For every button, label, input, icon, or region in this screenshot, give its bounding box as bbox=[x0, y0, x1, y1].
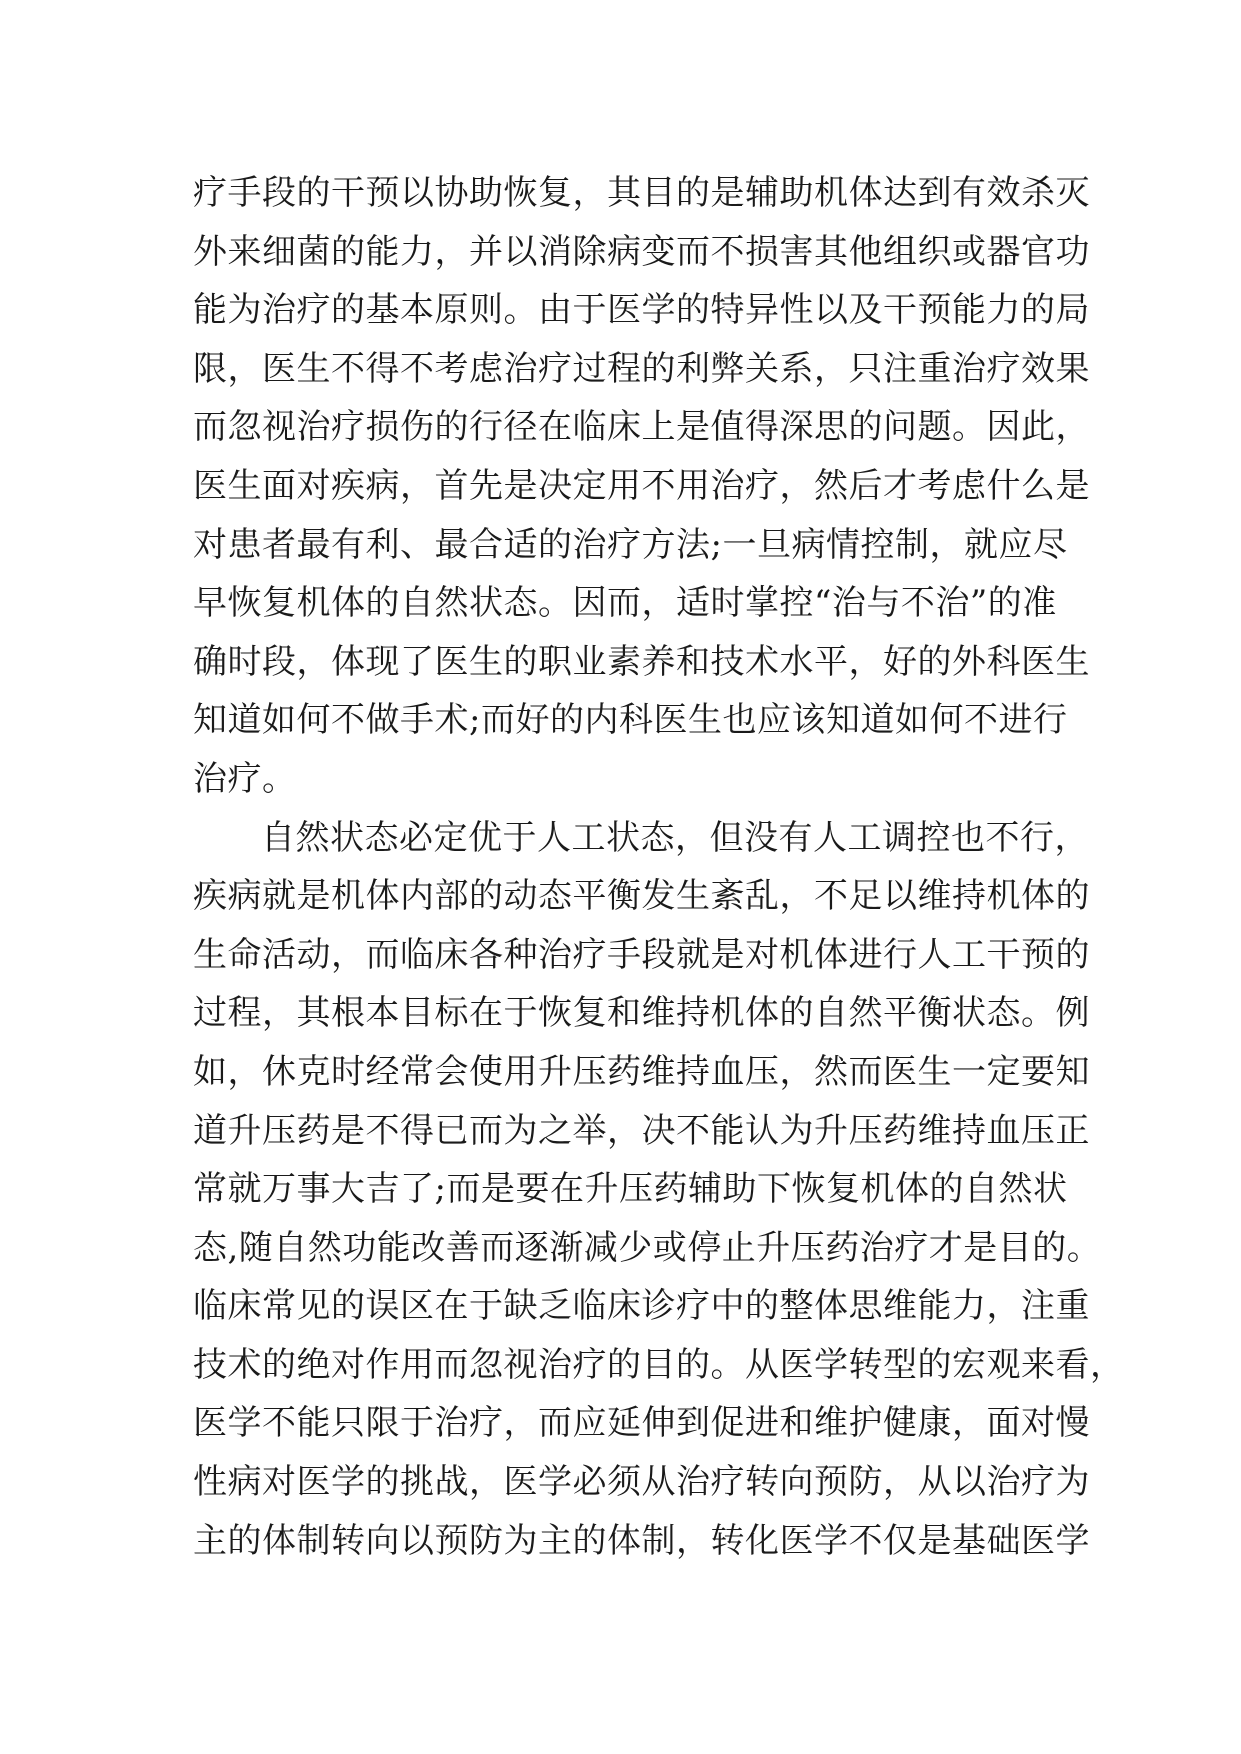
text-line: 早恢复机体的自然状态。因而，适时掌控“治与不治”的准 bbox=[193, 583, 1057, 624]
text-line: 态,随自然功能改善而逐渐减少或停止升压药治疗才是目的。 bbox=[193, 1227, 1102, 1268]
text-line: 技术的绝对作用而忽视治疗的目的。从医学转型的宏观来看， bbox=[193, 1344, 1125, 1385]
text-line: 确时段，体现了医生的职业素养和技术水平，好的外科医生 bbox=[193, 641, 1090, 682]
text-line: 常就万事大吉了;而是要在升压药辅助下恢复机体的自然状 bbox=[193, 1169, 1068, 1210]
text-line: 知道如何不做手术;而好的内科医生也应该知道如何不进行 bbox=[193, 700, 1068, 741]
text-line: 外来细菌的能力，并以消除病变而不损害其他组织或器官功 bbox=[193, 231, 1090, 272]
text-line: 性病对医学的挑战，医学必须从治疗转向预防，从以治疗为 bbox=[193, 1462, 1090, 1503]
body-text bbox=[193, 164, 1125, 1570]
text-line: 医学不能只限于治疗，而应延伸到促进和维护健康，面对慢 bbox=[193, 1403, 1090, 1444]
text-line: 对患者最有利、最合适的治疗方法;一旦病情控制，就应尽 bbox=[193, 524, 1068, 565]
text-line: 主的体制转向以预防为主的体制，转化医学不仅是基础医学 bbox=[193, 1520, 1090, 1561]
text-line: 医生面对疾病，首先是决定用不用治疗，然后才考虑什么是 bbox=[193, 465, 1090, 506]
text-line: 如，休克时经常会使用升压药维持血压，然而医生一定要知 bbox=[193, 1051, 1090, 1092]
text-line: 过程，其根本目标在于恢复和维持机体的自然平衡状态。例 bbox=[193, 993, 1090, 1034]
text-line: 治疗。 bbox=[193, 758, 297, 799]
text-line: 而忽视治疗损伤的行径在临床上是值得深思的问题。因此， bbox=[193, 407, 1090, 448]
text-line: 疾病就是机体内部的动态平衡发生紊乱，不足以维持机体的 bbox=[193, 876, 1090, 917]
text-line: 能为治疗的基本原则。由于医学的特异性以及干预能力的局 bbox=[193, 290, 1090, 331]
text-line: 生命活动，而临床各种治疗手段就是对机体进行人工干预的 bbox=[193, 934, 1090, 975]
text-line: 道升压药是不得已而为之举，决不能认为升压药维持血压正 bbox=[193, 1110, 1090, 1151]
text-line: 限，医生不得不考虑治疗过程的利弊关系，只注重治疗效果 bbox=[193, 348, 1090, 389]
text-line: 自然状态必定优于人工状态，但没有人工调控也不行， bbox=[261, 817, 1089, 858]
text-line: 疗手段的干预以协助恢复，其目的是辅助机体达到有效杀灭 bbox=[193, 173, 1090, 213]
text-line: 临床常见的误区在于缺乏临床诊疗中的整体思维能力，注重 bbox=[193, 1286, 1090, 1327]
